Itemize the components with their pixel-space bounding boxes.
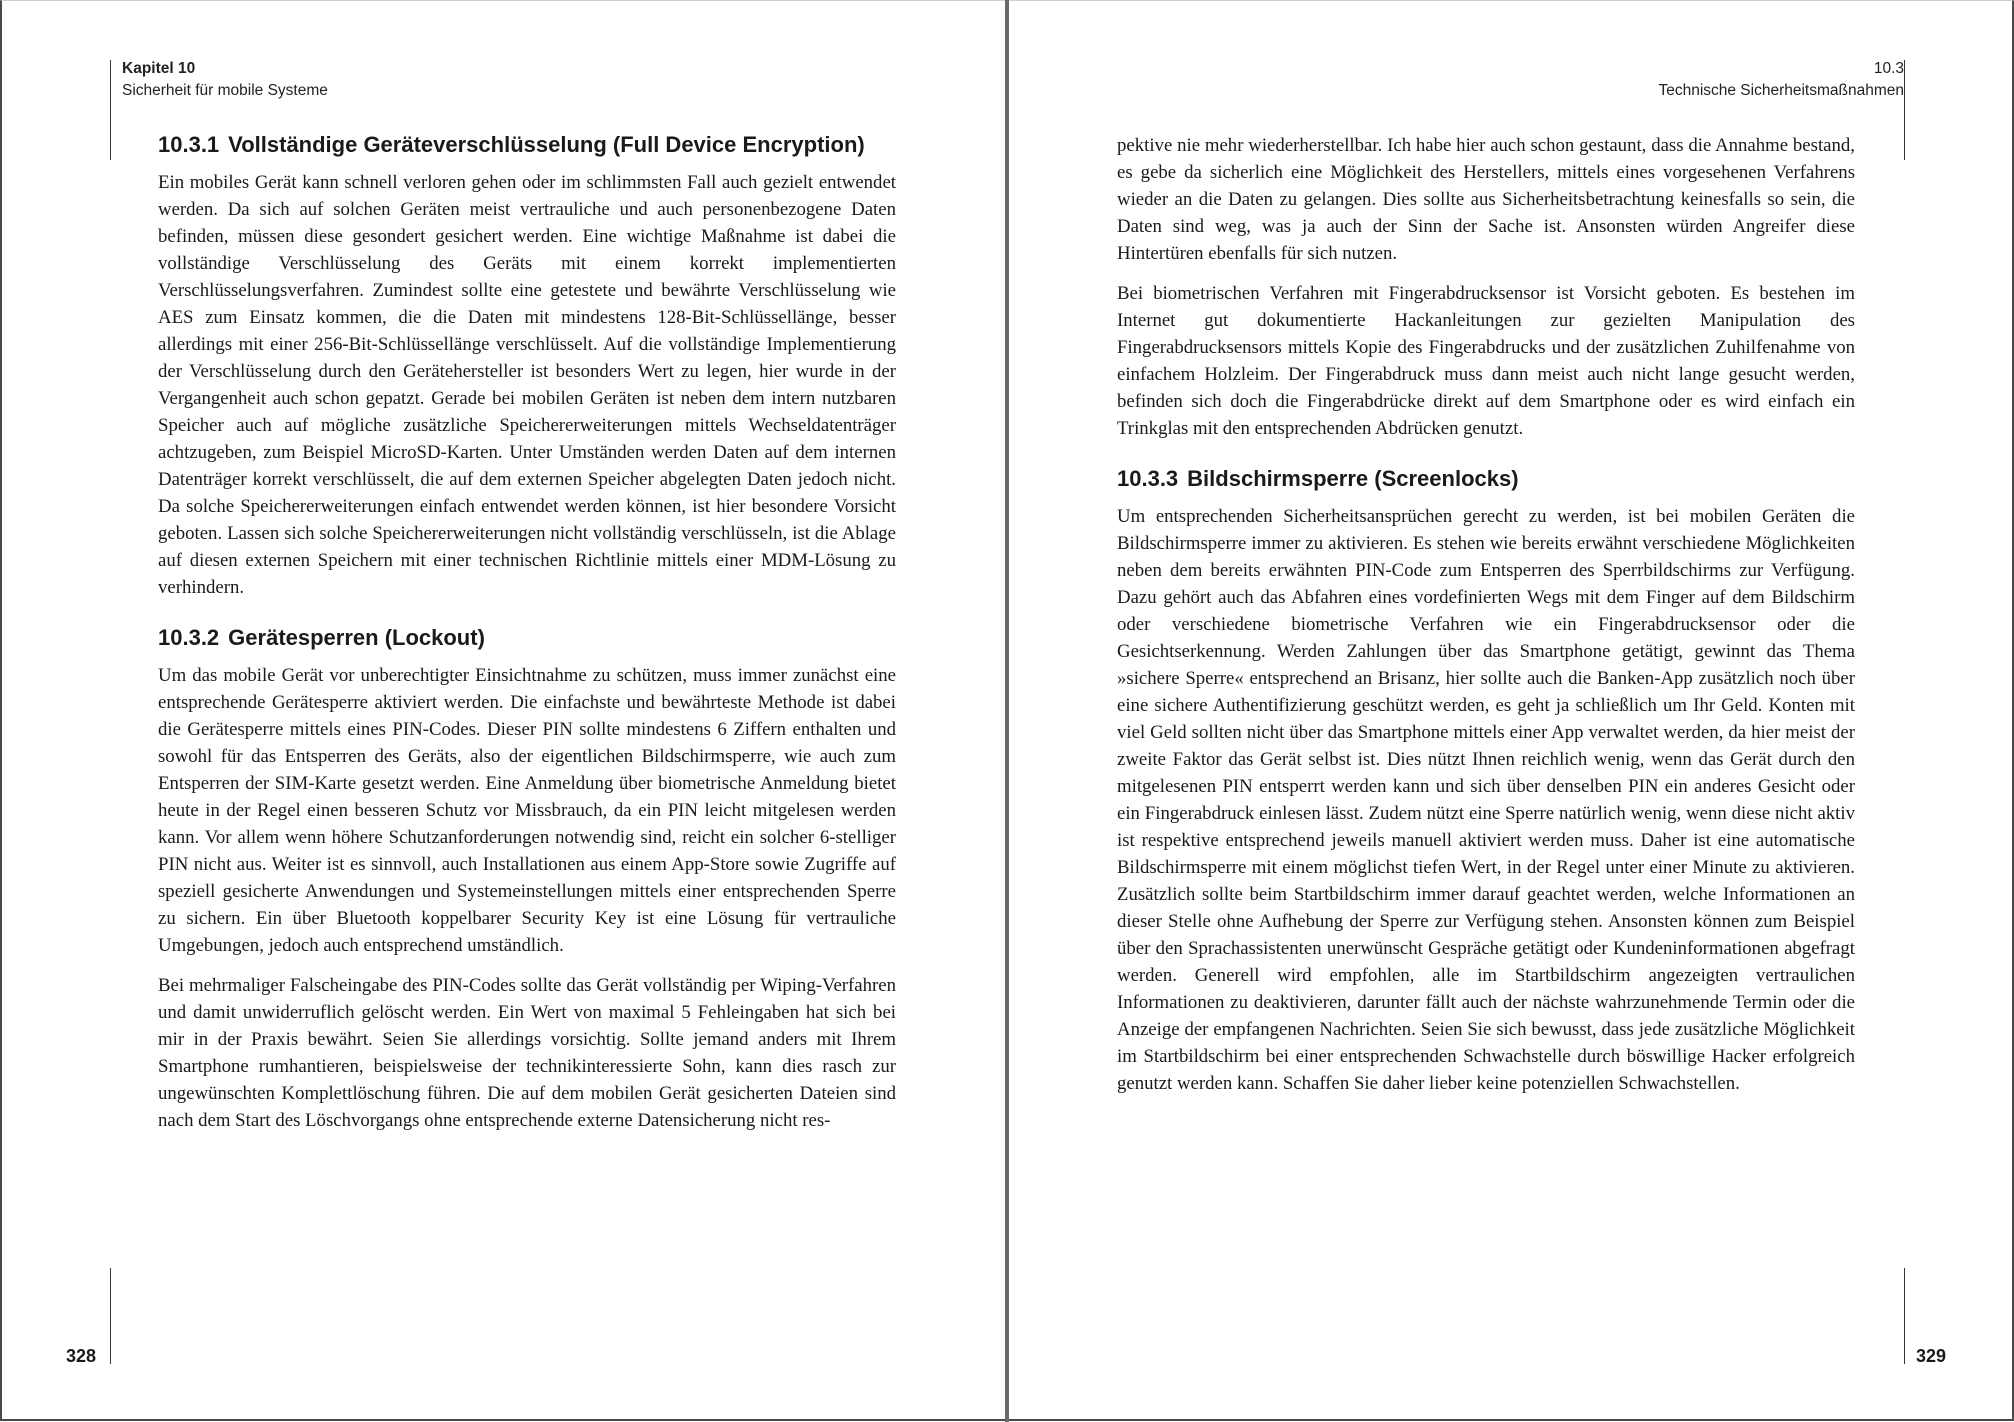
body-paragraph: Um entsprechenden Sicherheitsansprüchen gerecht zu werden, ist bei mobilen Geräten die Bildschirmsperre immer zu aktivieren. Es stehen wie bereits erwähnt verschiedene Möglichkeiten neben dem bereits erwähnten PIN-Code zum Entsperren des Sperrbildschirms zur Verfügung. Dazu gehört auch das Abfahren eines vordefinierten Wegs mit dem Finger auf dem Bildschirm oder verschiedene biometrische Verfahren wie ein Fingerabdrucksensor oder die Gesichtserkennung. Werden Zahlungen über das Smartphone getätigt, gewinnt das Thema »sichere Sperre« entsprechend an Brisanz, hier sollte auch die Banken-App zusätzlich noch über eine sichere Authentifizierung geschützt werden, es geht ja schließlich um Ihr Geld. Konten mit viel Geld sollten nicht über das Smartphone mittels einer App verwaltet werden, da hier meist der zweite Faktor das Gerät selbst ist. Dies nützt Ihnen reichlich wenig, wenn das Gerät durch den mitgelesenen PIN entsperrt werden kann und sich über denselben PIN ein anderes Gesicht oder ein Fingerabdruck einlesen lässt. Zudem nützt eine Sperre natürlich wenig, wenn diese nicht aktiv ist respektive entsprechend jeweils manuell aktiviert werden muss. Daher ist eine automatische Bildschirmsperre mit einem möglichst tiefen Wert, in der Regel unter einer Minute zu aktivieren. Zusätzlich sollte beim Startbildschirm immer darauf geachtet werden, welche Informationen an dieser Stelle ohne Aufhebung der Sperre zur Verfügung stehen. Ansonsten können zum Beispiel über den Sprachassistenten unerwünscht Gespräche getätigt oder Kundeninformationen abgefragt werden. Generell wird empfohlen, alle im Startbildschirm angezeigten vertraulichen Informationen zu deaktivieren, darunter fällt auch der nächste wahrzunehmende Termin oder die Anzeige der empfangenen Nachrichten. Seien Sie sich bewusst, dass jede zusätzliche Möglichkeit im Startbildschirm bei einer entsprechenden Schwachstelle durch böswillige Hacker erfolgreich genutzt werden kann. Schaffen Sie daher lieber keine potenziellen Schwachstellen. <box>1117 506 1855 1094</box>
chapter-label: Kapitel 10 <box>122 60 196 77</box>
body-paragraph: Ein mobiles Gerät kann schnell verloren gehen oder im schlimmsten Fall auch gezielt entwendet werden. Da sich auf solchen Geräten meist vertrauliche und auch personenbezogene Daten befinden, müssen diese gesondert gesichert werden. Eine wichtige Maßnahme ist dabei die vollständige Verschlüsselung des Geräts mit einem korrekt implementierten Verschlüsselungsverfahren. Zumindest sollte eine getestete und bewährte Verschlüsselung wie AES zum Einsatz kommen, die die Daten mit mindestens 128-Bit-Schlüssellänge, besser allerdings mit einer 256-Bit-Schlüssellänge verschlüsselt. Auf die vollständige Implementierung der Verschlüsselung durch den Gerätehersteller ist besonders Wert zu legen, hier wurde in der Vergangenheit auch schon gepatzt. Gerade bei mobilen Geräten ist neben dem intern nutzbaren Speicher auch auf mögliche zusätzliche Speichererweiterungen mittels Wechseldatenträger achtzugeben, zum Beispiel MicroSD-Karten. Unter Umständen werden Daten auf dem internen Datenträger korrekt verschlüsselt, die auf dem externen Speicher abgelegten Daten jedoch nicht. Da solche Speichererweiterungen einfach entwendet werden können, ist hier besondere Vorsicht geboten. Lassen sich solche Speichererweiterungen nicht vollständig verschlüsseln, ist die Ablage auf diesen externen Speichern mit einer technischen Richtlinie mittels einer MDM-Lösung zu verhindern. <box>158 172 896 598</box>
section-number: 10.3.3 <box>1117 466 1179 491</box>
section-heading-10-3-3 <box>1117 464 1855 494</box>
chapter-title: Sicherheit für mobile Systeme <box>122 82 328 99</box>
page-number-left: 328 <box>66 1346 97 1366</box>
body-paragraph: Bei mehrmaliger Falscheingabe des PIN-Codes sollte das Gerät vollständig per Wiping-Verfahren und damit unwiderruflich gelöscht werden. Ein Wert von maximal 5 Fehleingaben hat sich bei mir in der Praxis bewährt. Seien Sie allerdings vorsichtig. Sollte jemand anders mit Ihrem Smartphone rumhantieren, beispielsweise der technikinteressierte Sohn, kann dies rasch zur ungewünschten Komplettlöschung führen. Die auf dem mobilen Gerät gesicherten Dateien sind nach dem Start des Löschvorgangs ohne entsprechende externe Datensicherung nicht res- <box>158 975 896 1131</box>
section-label: 10.3 <box>1873 60 1904 77</box>
section-heading-10-3-2 <box>158 623 896 653</box>
body-paragraph: Um das mobile Gerät vor unberechtigter Einsichtnahme zu schützen, muss immer zunächst eine entsprechende Gerätesperre aktiviert werden. Die einfachste und bewährteste Methode ist dabei die Gerätesperre mittels eines PIN-Codes. Dieser PIN sollte mindestens 6 Ziffern enthalten und sowohl für das Entsperren des Geräts, also der eigentlichen Bildschirmsperre, wie auch zum Entsperren der SIM-Karte gesetzt werden. Eine Anmeldung über biometrische Anmeldung bietet heute in der Regel einen besseren Schutz vor Missbrauch, da ein PIN leicht mitgelesen werden kann. Vor allem wenn höhere Schutzanforderungen notwendig sind, reicht ein solcher 6-stelliger PIN nicht aus. Weiter ist es sinnvoll, auch Installationen aus einem App-Store sowie Zugriffe auf speziell gesicherte Anwendungen und Systemeinstellungen mittels einer entsprechenden Sperre zu sichern. Ein über Bluetooth koppelbarer Security Key ist eine Lösung für vertrauliche Umgebungen, jedoch auch entsprechend umständlich. <box>158 665 896 956</box>
section-number: 10.3.2 <box>158 625 220 650</box>
section-title: Bildschirmsperre (Screenlocks) <box>1187 466 1519 491</box>
running-head-right <box>1658 58 1904 102</box>
section-title: Vollständige Geräteverschlüsselung (Full Device Encryption) <box>228 132 865 157</box>
section-title-head: Technische Sicherheitsmaßnahmen <box>1658 82 1904 99</box>
left-text-column <box>158 130 896 1134</box>
header-rule-left <box>110 60 111 160</box>
section-number: 10.3.1 <box>158 132 220 157</box>
running-head-left <box>122 58 328 102</box>
section-heading-10-3-1 <box>158 130 896 160</box>
header-rule-right <box>1904 60 1905 160</box>
right-text-column <box>1117 132 1855 1097</box>
body-paragraph: Bei biometrischen Verfahren mit Fingerabdrucksensor ist Vorsicht geboten. Es bestehen im Internet gut dokumentierte Hackanleitungen zur gezielten Manipulation des Fingerabdrucksensors mittels Kopie des Fingerabdrucks und der zusätzlichen Zuhilfenahme von einfachem Holzleim. Der Fingerabdruck muss dann meist auch nicht lange gesucht werden, befinden sich doch die Fingerabdrücke direkt auf dem Smartphone oder es wird einfach ein Trinkglas mit den entsprechenden Abdrücken genutzt. <box>1117 283 1855 439</box>
right-page <box>1009 0 2014 1422</box>
section-title: Gerätesperren (Lockout) <box>228 625 485 650</box>
left-page <box>0 0 1005 1422</box>
footer-rule-right <box>1904 1268 1905 1364</box>
footer-rule-left <box>110 1268 111 1364</box>
page-number-right: 329 <box>1916 1346 1947 1366</box>
body-paragraph: pektive nie mehr wiederherstellbar. Ich habe hier auch schon gestaunt, dass die Annahme bestand, es gebe da sicherlich eine Möglichkeit des Herstellers, mittels eines vorgesehenen Verfahrens wieder an die Daten zu gelangen. Dies sollte aus Sicherheitsbetrachtung keinesfalls so sein, die Daten sind weg, was ja auch der Sinn der Sache ist. Ansonsten würden Angreifer diese Hintertüren ebenfalls für sich nutzen. <box>1117 135 1855 264</box>
